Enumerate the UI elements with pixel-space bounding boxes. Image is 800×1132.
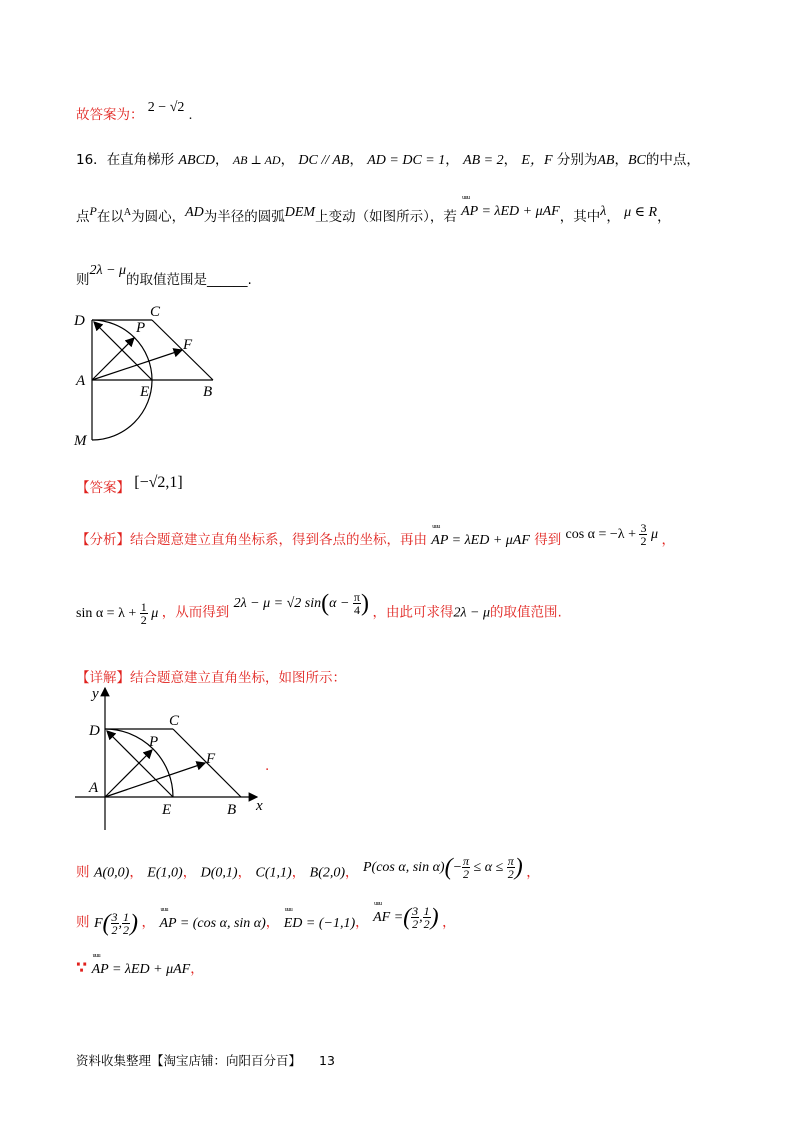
math-p: P (89, 204, 97, 218)
frac-den: 2 (423, 917, 430, 931)
detail-dot: . (265, 758, 270, 774)
answer (76, 476, 183, 497)
mu: μ (650, 527, 659, 542)
frac-num: 1 (423, 904, 430, 918)
punct: ， (349, 152, 363, 168)
alpha-minus: α − (329, 595, 350, 611)
punct: ， (141, 914, 156, 931)
point-d: D(0,1) (200, 865, 238, 881)
analysis-result-equation: 2λ − μ = √2 sin(α − $\frac{\pi}{4}$ ) (233, 590, 369, 617)
punct: ， (182, 864, 197, 881)
question-text: 在以 (96, 209, 124, 225)
sin-eq: sin α = λ + (76, 605, 137, 621)
math-ef: E，F (521, 153, 553, 168)
math-ad: AD (185, 205, 204, 220)
point-p: P(cos α, sin α)(− $\frac{\pi}{2}$ ≤ α ≤ $\frac{\pi}{2}$ ) (363, 854, 523, 881)
result-eq: 2λ − μ = √2 sin (233, 595, 322, 611)
vector-ap: uuu AP = (cos α, sin α) (159, 916, 265, 932)
vectors-line (76, 904, 456, 937)
frac-den: 2 (507, 867, 514, 881)
punct: ， (280, 152, 295, 168)
frac-den: 2 (463, 867, 470, 881)
coords-line (76, 854, 540, 887)
fraction (122, 911, 130, 936)
frac-den: 2 (640, 534, 647, 549)
punct: ， (291, 864, 306, 881)
label-e: E (162, 802, 172, 818)
vector-af (92, 350, 182, 380)
math-lambda: λ (600, 204, 607, 219)
minus: − (452, 859, 463, 875)
math-cond-4: AB = 2 (463, 153, 504, 168)
frac-num: π (507, 854, 514, 868)
label-b: B (227, 802, 237, 818)
mu: μ (151, 605, 159, 621)
math-dem: DEM (284, 205, 316, 220)
coords-prefix: 则 (76, 864, 90, 881)
vector-af: uuu AF =( $\frac{3}{2}$ , $\frac{1}{2}$ ) (373, 910, 442, 925)
because-icon: ∵ (76, 958, 88, 977)
punct: ， (657, 209, 671, 225)
math-cond-2: DC // AB (298, 153, 350, 168)
label-y: y (92, 686, 99, 702)
question-text: 分别为 (556, 152, 598, 168)
figure-coordinate-system (72, 682, 272, 832)
punct: ， (503, 152, 518, 168)
math-bc: BC (627, 153, 646, 168)
label-c: C (169, 713, 180, 729)
analysis-label: 【分析】 (76, 532, 130, 548)
math-expression: 2λ − μ (453, 605, 491, 621)
frac-num: 1 (123, 910, 130, 924)
analysis-vector-equation: uuu AP = λED + μAF (431, 533, 530, 549)
question-text: 在直角梯形 (106, 152, 175, 168)
label-d: D (74, 313, 85, 329)
punct: ， (345, 864, 359, 881)
point-a: A(0,0) (93, 865, 130, 881)
punct: ， (215, 152, 229, 168)
frac-den: 2 (140, 613, 147, 627)
frac-den: 2 (111, 923, 118, 937)
analysis-line-2 (76, 590, 562, 627)
punct: ， (190, 961, 204, 977)
frac-den: 4 (353, 603, 360, 617)
label-f: F (183, 337, 193, 353)
footer (76, 1051, 335, 1069)
vector-ed: uuu ED = (−1,1) (284, 916, 355, 932)
frac-den: 2 (412, 917, 419, 931)
point-e: E(1,0) (147, 865, 183, 881)
fraction-3-2 (639, 522, 647, 547)
frac-num: 3 (640, 521, 647, 536)
label-f: F (206, 751, 216, 767)
frac-den: 2 (123, 923, 130, 937)
analysis-text: 得到 (534, 532, 562, 548)
punct: ， (442, 914, 456, 931)
fraction (111, 911, 119, 936)
fraction-pi-2 (507, 855, 515, 880)
prev-answer (76, 100, 193, 124)
label-e: E (140, 384, 150, 400)
punct: ， (526, 864, 540, 881)
punct: ， (614, 152, 628, 168)
cos-eq: cos α = −λ + (565, 527, 636, 542)
math-ab: AB (597, 153, 615, 168)
label-p: P (136, 320, 146, 336)
label-p: P (149, 734, 159, 750)
footer-text: 资料收集整理【淘宝店铺：向阳百分百】 (76, 1053, 302, 1068)
question-line-1 (76, 148, 700, 169)
question-number: 16． (76, 152, 107, 168)
detail-label: 【详解】 (76, 670, 130, 686)
figure-trapezoid-arc (70, 305, 230, 450)
question-text: 为半径的圆弧 (203, 209, 285, 225)
punct: ， (355, 914, 369, 931)
question-text: 为圆心， (131, 209, 186, 225)
label-b: B (203, 384, 213, 400)
punct: ， (606, 209, 620, 225)
vector-ap (105, 750, 152, 797)
because-equation: uuu AP = λED + μAF (92, 962, 191, 978)
detail-text: 结合题意建立直角坐标，如图所示： (130, 670, 346, 686)
label-a: A (89, 780, 99, 796)
fraction (423, 905, 431, 930)
question-text: 的取值范围是______. (126, 272, 252, 288)
vector-ed (107, 731, 173, 797)
f-label: F (93, 915, 103, 931)
frac-num: 3 (412, 904, 419, 918)
fraction-pi-2 (462, 855, 470, 880)
point-p-text: P(cos α, sin α) (363, 859, 445, 875)
prev-answer-label: 故答案为： (76, 107, 144, 123)
range-mid: ≤ α ≤ (473, 859, 504, 875)
answer-label: 【答案】 (76, 480, 130, 496)
question-line-3 (76, 263, 252, 289)
analysis-text: ，从而得到 (161, 604, 230, 621)
analysis-text: 结合题意建立直角坐标系，得到各点的坐标，再由 (130, 532, 427, 548)
af-label: uuu AF = (373, 910, 403, 926)
question-text: 上变动（如图所示），若 (315, 209, 457, 225)
because-line (76, 957, 204, 978)
analysis-cos-equation (565, 521, 662, 549)
question-line-2 (76, 205, 671, 226)
frac-num: 1 (140, 600, 147, 614)
label-m: M (74, 433, 87, 449)
math-mu-r: μ ∈ R (624, 205, 658, 220)
frac-num: π (463, 854, 470, 868)
punct: ， (445, 152, 459, 168)
vector-ap (92, 338, 134, 380)
point-c: C(1,1) (255, 865, 292, 881)
punct: ， (129, 864, 143, 881)
analysis-text: 的取值范围. (490, 604, 562, 621)
punct: ， (237, 864, 252, 881)
analysis-sin-equation (76, 600, 162, 627)
punct: ， (661, 532, 676, 548)
math-trapezoid: ABCD (178, 153, 216, 168)
label-a: A (76, 373, 86, 389)
punct: ， (265, 914, 280, 931)
fraction (411, 905, 419, 930)
math-cond-3: AD = DC = 1 (367, 153, 446, 168)
label-c: C (150, 305, 161, 320)
math-a: A (123, 207, 132, 218)
answer-value: [−√2,1] (134, 474, 183, 491)
analysis-text: ，由此可求得 (372, 604, 454, 621)
frac-num: π (353, 590, 360, 604)
question-text: ，其中 (559, 209, 601, 225)
vectors-prefix: 则 (76, 914, 90, 931)
page-number: 13 (319, 1053, 335, 1068)
question-text: 则 (76, 272, 90, 288)
prev-answer-value: 2 − √2 (147, 100, 185, 115)
point-b: B(2,0) (309, 865, 346, 881)
vector-af (105, 763, 205, 797)
point-f: F( $\frac{3}{2}$ , $\frac{1}{2}$ ) (93, 910, 139, 937)
fraction-1-2 (140, 601, 148, 626)
analysis-line-1 (76, 521, 676, 553)
label-d: D (89, 723, 100, 739)
question-text: 的中点， (645, 152, 700, 168)
label-x: x (256, 798, 263, 814)
prev-answer-dot: . (188, 108, 193, 123)
math-expression: 2λ − μ (89, 263, 127, 278)
question-text: 点 (76, 209, 90, 225)
math-vector-equation: uuu AP = λED + μAF (461, 204, 560, 220)
frac-num: 3 (111, 910, 118, 924)
fraction-pi-4 (353, 591, 361, 616)
math-cond-1: AB ⊥ AD (232, 153, 281, 167)
